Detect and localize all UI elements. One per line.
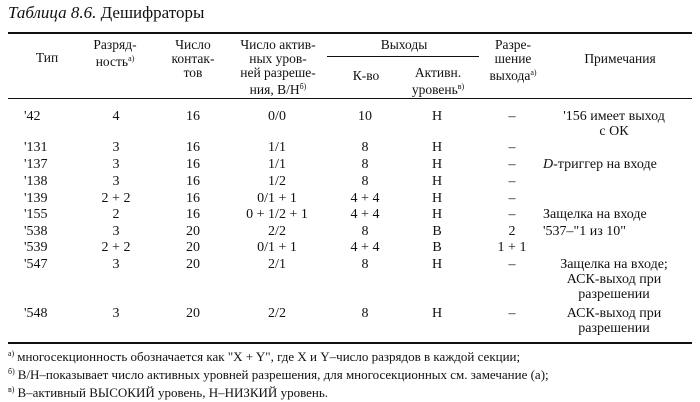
caption-title: Дешифраторы: [100, 3, 205, 22]
row-enable: –: [508, 207, 516, 222]
row-levels: 0/1 + 1: [257, 191, 297, 206]
row-note: [543, 207, 647, 222]
header-levels: Число актив- ных уров- ней разреше- ния, $В/Н^{б)}$: [240, 37, 316, 97]
table-caption: [8, 3, 204, 23]
row-pins: 16: [186, 109, 200, 124]
footnote-c: $^{в)}$ В–активный ВЫСОКИЙ уровень, Н–НИЗКИЙ уровень.: [8, 385, 329, 400]
row-levels: 1/1: [268, 157, 286, 172]
row-enable: 1 + 1: [497, 240, 527, 255]
row-type: '548: [24, 306, 48, 321]
row-count: 4 + 4: [350, 240, 380, 255]
row-type: '137: [24, 157, 48, 172]
row-levels: 0/1 + 1: [257, 240, 297, 255]
row-bits: 2 + 2: [101, 191, 131, 206]
row-bits: 2 + 2: [101, 240, 131, 255]
row-note-line: '537–"1 из 10": [543, 224, 626, 239]
row-levels: 1/2: [268, 174, 286, 189]
row-count: 8: [361, 257, 369, 272]
row-count: 4 + 4: [350, 207, 380, 222]
row-pins: 20: [186, 224, 200, 239]
row-pins: 16: [186, 207, 200, 222]
row-active-level: Н: [431, 191, 443, 206]
row-levels: 1/1: [268, 140, 286, 155]
row-levels: 2/2: [268, 224, 286, 239]
header-enable: Разре- шение выхода$^{а)}$: [489, 37, 537, 83]
row-enable: –: [508, 140, 516, 155]
row-pins: 20: [186, 240, 200, 255]
row-pins: 16: [186, 157, 200, 172]
row-note-line: АСК-выход при: [566, 272, 662, 287]
row-enable: –: [508, 174, 516, 189]
row-type: '138: [24, 174, 48, 189]
row-bits: 3: [112, 306, 120, 321]
row-enable: –: [508, 191, 516, 206]
bottom-rule: [8, 342, 692, 344]
row-count: 8: [361, 224, 369, 239]
row-pins: 16: [186, 191, 200, 206]
row-count: 8: [361, 174, 369, 189]
row-active-level: Н: [431, 207, 443, 222]
row-enable: –: [508, 109, 516, 124]
row-note: [543, 257, 685, 302]
row-note-line: разрешении: [578, 287, 650, 302]
row-note: [543, 306, 685, 336]
row-note-line: Защелка на входе: [543, 207, 647, 222]
footnote-b: $^{б)}$ В/Н–показывает число активных уровней разрешения, для многосекционных см. замечание (а);: [8, 367, 549, 382]
row-bits: 3: [112, 140, 120, 155]
header-pins: Число контак- тов: [171, 37, 215, 80]
row-type: '538: [24, 224, 48, 239]
row-enable: –: [508, 306, 516, 321]
footnote-a: $^{а)}$ многосекционность обозначается как "X + Y", где X и Y–число разрядов в каждой секции;: [8, 349, 521, 364]
header-rule: [8, 98, 692, 99]
caption-lead: Таблица 8.6.: [8, 3, 97, 22]
row-count: 4 + 4: [350, 191, 380, 206]
header-notes: Примечания: [584, 51, 656, 66]
row-enable: –: [508, 157, 516, 172]
row-type: '139: [24, 191, 48, 206]
row-count: 8: [361, 157, 369, 172]
row-pins: 16: [186, 140, 200, 155]
row-enable: –: [508, 257, 516, 272]
row-type: '539: [24, 240, 48, 255]
row-note-line: разрешении: [578, 321, 650, 336]
row-active-level: Н: [431, 174, 443, 189]
row-pins: 16: [186, 174, 200, 189]
row-levels: 2/1: [268, 257, 286, 272]
row-type: '42: [24, 109, 41, 124]
row-enable: 2: [508, 224, 516, 239]
header-bits: Разряд- ность$^{а)}$: [93, 37, 137, 69]
row-count: 8: [361, 140, 369, 155]
row-bits: 3: [112, 157, 120, 172]
row-note-line: '156 имеет выход: [563, 109, 665, 124]
row-note: [543, 224, 626, 239]
row-bits: 3: [112, 224, 120, 239]
row-note-line: Защелка на входе;: [560, 257, 668, 272]
row-bits: 3: [112, 257, 120, 272]
row-note: [543, 157, 657, 172]
top-rule: [8, 32, 692, 34]
row-active-level: В: [432, 240, 442, 255]
row-count: 10: [358, 109, 372, 124]
row-levels: 0 + 1/2 + 1: [246, 207, 308, 222]
row-note-line: D-триггер на входе: [543, 157, 657, 172]
row-levels: 2/2: [268, 306, 286, 321]
row-bits: 2: [112, 207, 120, 222]
row-note-line: с ОК: [599, 124, 629, 139]
row-active-level: Н: [431, 257, 443, 272]
row-bits: 4: [112, 109, 120, 124]
row-pins: 20: [186, 306, 200, 321]
header-active-level: Активн. уровень$^{в)}$: [411, 65, 465, 97]
row-active-level: В: [432, 224, 442, 239]
outputs-subrule: [327, 56, 479, 57]
header-count: К-во: [352, 68, 380, 83]
row-active-level: Н: [431, 140, 443, 155]
row-active-level: Н: [431, 306, 443, 321]
row-levels: 0/0: [268, 109, 286, 124]
row-active-level: Н: [431, 157, 443, 172]
row-type: '547: [24, 257, 48, 272]
row-type: '131: [24, 140, 48, 155]
row-note-line: АСК-выход при: [566, 306, 662, 321]
row-note: [543, 109, 685, 139]
row-count: 8: [361, 306, 369, 321]
row-pins: 20: [186, 257, 200, 272]
header-type: Тип: [35, 50, 59, 65]
row-active-level: Н: [431, 109, 443, 124]
header-outputs: Выходы: [380, 37, 428, 52]
row-bits: 3: [112, 174, 120, 189]
row-type: '155: [24, 207, 48, 222]
